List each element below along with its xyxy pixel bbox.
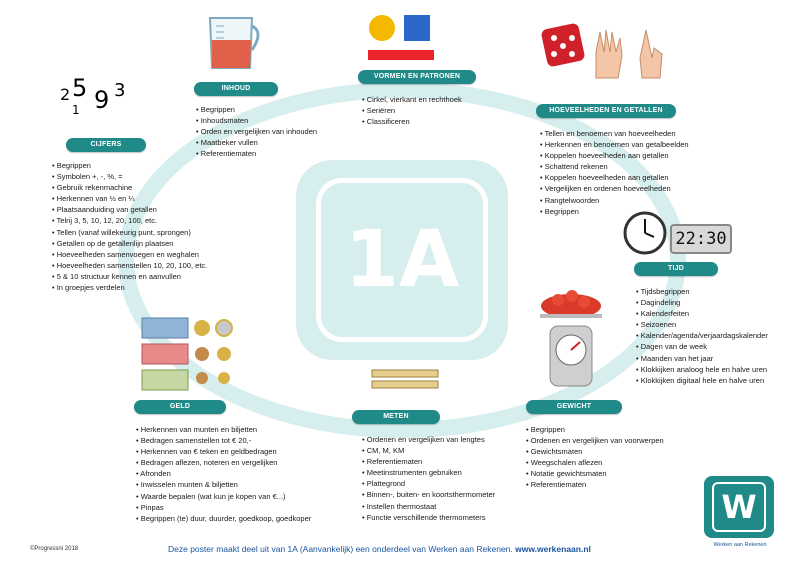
list-item: • Ordenen en vergelijken van voorwerpen: [526, 435, 664, 446]
hoeveelheden-list: [540, 128, 689, 217]
list-item: • Weegschalen aflezen: [526, 457, 664, 468]
tijd-title: TIJD: [634, 262, 718, 276]
copyright: ©Progressni 2018: [30, 546, 79, 552]
list-item: • Tijdsbegrippen: [636, 286, 768, 297]
scale-with-tomatoes-icon: [536, 286, 606, 390]
gewicht-title: GEWICHT: [526, 400, 622, 414]
list-item: • Symbolen +, -, %, =: [52, 171, 207, 182]
inhoud-title: INHOUD: [194, 82, 278, 96]
list-item: • Functie verschillende thermometers: [362, 512, 495, 523]
list-item: • Begrippen (te) duur, duurder, goedkoop, goedkoper: [136, 513, 311, 524]
center-badge: [296, 160, 508, 360]
vormen-title: VORMEN EN PATRONEN: [358, 70, 476, 84]
svg-text:2: 2: [60, 85, 71, 104]
list-item: • Kalender/agenda/verjaardagskalender: [636, 330, 768, 341]
digital-clock: 22:30: [670, 224, 732, 254]
shapes-icon: [366, 12, 438, 64]
list-item: • Herkennen van munten en biljetten: [136, 424, 311, 435]
list-item: • Klokkijken digitaal hele en halve uren: [636, 375, 768, 386]
list-item: • Afronden: [136, 468, 311, 479]
list-item: • Bedragen samenstellen tot € 20,-: [136, 435, 311, 446]
ruler-icon: [370, 368, 442, 392]
gewicht-list: [526, 424, 664, 491]
cijfers-title: CIJFERS: [66, 138, 146, 152]
list-item: • Hoeveelheden samenstellen 10, 20, 100, etc.: [52, 260, 207, 271]
list-item: • Begrippen: [526, 424, 664, 435]
analog-clock-icon: [622, 210, 668, 256]
list-item: • Schattend rekenen: [540, 161, 689, 172]
list-item: • Dagindeling: [636, 297, 768, 308]
list-item: • Kalenderfeiten: [636, 308, 768, 319]
list-item: • Begrippen: [52, 160, 207, 171]
counting-hands-icon: [590, 24, 682, 80]
list-item: • 5 & 10 structuur kennen en aanvullen: [52, 271, 207, 282]
geld-title: GELD: [134, 400, 226, 414]
list-item: • Notatie gewichtsmaten: [526, 468, 664, 479]
list-item: • Getallen op de getallenlijn plaatsen: [52, 238, 207, 249]
list-item: • Maanden van het jaar: [636, 353, 768, 364]
list-item: • Tellen (vanaf willekeurig punt, sprongen): [52, 227, 207, 238]
digits-illustration: [58, 74, 148, 118]
logo-caption: Werken aan Rekenen: [713, 542, 767, 548]
geld-list: [136, 424, 311, 524]
meten-title: METEN: [352, 410, 440, 424]
list-item: • Referentiematen: [196, 148, 317, 159]
center-label: 1A: [344, 215, 460, 305]
cijfers-list: [52, 160, 207, 293]
list-item: • Hoeveelheden samenvoegen en weghalen: [52, 249, 207, 260]
list-item: • Gewichtsmaten: [526, 446, 664, 457]
list-item: • Vergelijken en ordenen hoeveelheden: [540, 183, 689, 194]
list-item: • Gebruik rekenmachine: [52, 182, 207, 193]
list-item: • Ordenen en vergelijken van lengtes: [362, 434, 495, 445]
inhoud-list: [196, 104, 317, 159]
vormen-list: [362, 94, 462, 127]
list-item: • Orden en vergelijken van inhouden: [196, 126, 317, 137]
svg-text:1: 1: [72, 103, 80, 117]
footer-url[interactable]: www.werkenaan.nl: [515, 544, 591, 554]
list-item: • Koppelen hoeveelheden aan getallen: [540, 150, 689, 161]
list-item: • Telrij 3, 5, 10, 12, 20, 100, etc.: [52, 215, 207, 226]
measuring-cup-icon: [202, 10, 264, 72]
list-item: • Rangtelwoorden: [540, 195, 689, 206]
svg-text:3: 3: [114, 80, 126, 101]
svg-text:9: 9: [94, 86, 110, 114]
logo-letter: W: [712, 482, 766, 532]
list-item: • Seizoenen: [636, 319, 768, 330]
list-item: • Referentiematen: [362, 456, 495, 467]
list-item: • Koppelen hoeveelheden aan getallen: [540, 172, 689, 183]
list-item: • Binnen-, buiten- en koortsthermometer: [362, 489, 495, 500]
list-item: • Plattegrond: [362, 478, 495, 489]
list-item: • Instellen thermostaat: [362, 501, 495, 512]
tijd-list: [636, 286, 768, 386]
list-item: • Begrippen: [540, 206, 689, 217]
list-item: • Tellen en benoemen van hoeveelheden: [540, 128, 689, 139]
list-item: • Maatbeker vullen: [196, 137, 317, 148]
svg-text:5: 5: [72, 74, 88, 102]
list-item: • Waarde bepalen (wat kun je kopen van €...): [136, 491, 311, 502]
list-item: • Inwisselen munten & biljetten: [136, 479, 311, 490]
list-item: • Klokkijken analoog hele en halve uren: [636, 364, 768, 375]
dice-icon: [540, 20, 586, 74]
list-item: • Referentiematen: [526, 479, 664, 490]
list-item: • Classificeren: [362, 116, 462, 127]
list-item: • Dagen van de week: [636, 341, 768, 352]
list-item: • Cirkel, vierkant en rechthoek: [362, 94, 462, 105]
meten-list: [362, 434, 495, 523]
center-frame: [316, 178, 488, 342]
list-item: • CM, M, KM: [362, 445, 495, 456]
list-item: • In groepjes verdelen: [52, 282, 207, 293]
footer-sentence: Deze poster maakt deel uit van 1A (Aanvankelijk) een onderdeel van Werken aan Rekenen.: [168, 544, 516, 554]
list-item: • Herkennen van € teken en geldbedragen: [136, 446, 311, 457]
list-item: • Herkennen en benoemen van getalbeelden: [540, 139, 689, 150]
list-item: • Inhoudsmaten: [196, 115, 317, 126]
hoeveelheden-title: HOEVEELHEDEN EN GETALLEN: [536, 104, 676, 118]
list-item: • Seriëren: [362, 105, 462, 116]
werken-aan-rekenen-logo: [704, 476, 774, 538]
digits-icon: [58, 74, 148, 118]
money-icon: [140, 314, 240, 396]
list-item: • Begrippen: [196, 104, 317, 115]
footer-text: [168, 544, 591, 554]
list-item: • Bedragen aflezen, noteren en vergelijken: [136, 457, 311, 468]
list-item: • Pinpas: [136, 502, 311, 513]
list-item: • Plaatsaanduiding van getallen: [52, 204, 207, 215]
list-item: • Meetinstrumenten gebruiken: [362, 467, 495, 478]
list-item: • Herkennen van ½ en ¼: [52, 193, 207, 204]
